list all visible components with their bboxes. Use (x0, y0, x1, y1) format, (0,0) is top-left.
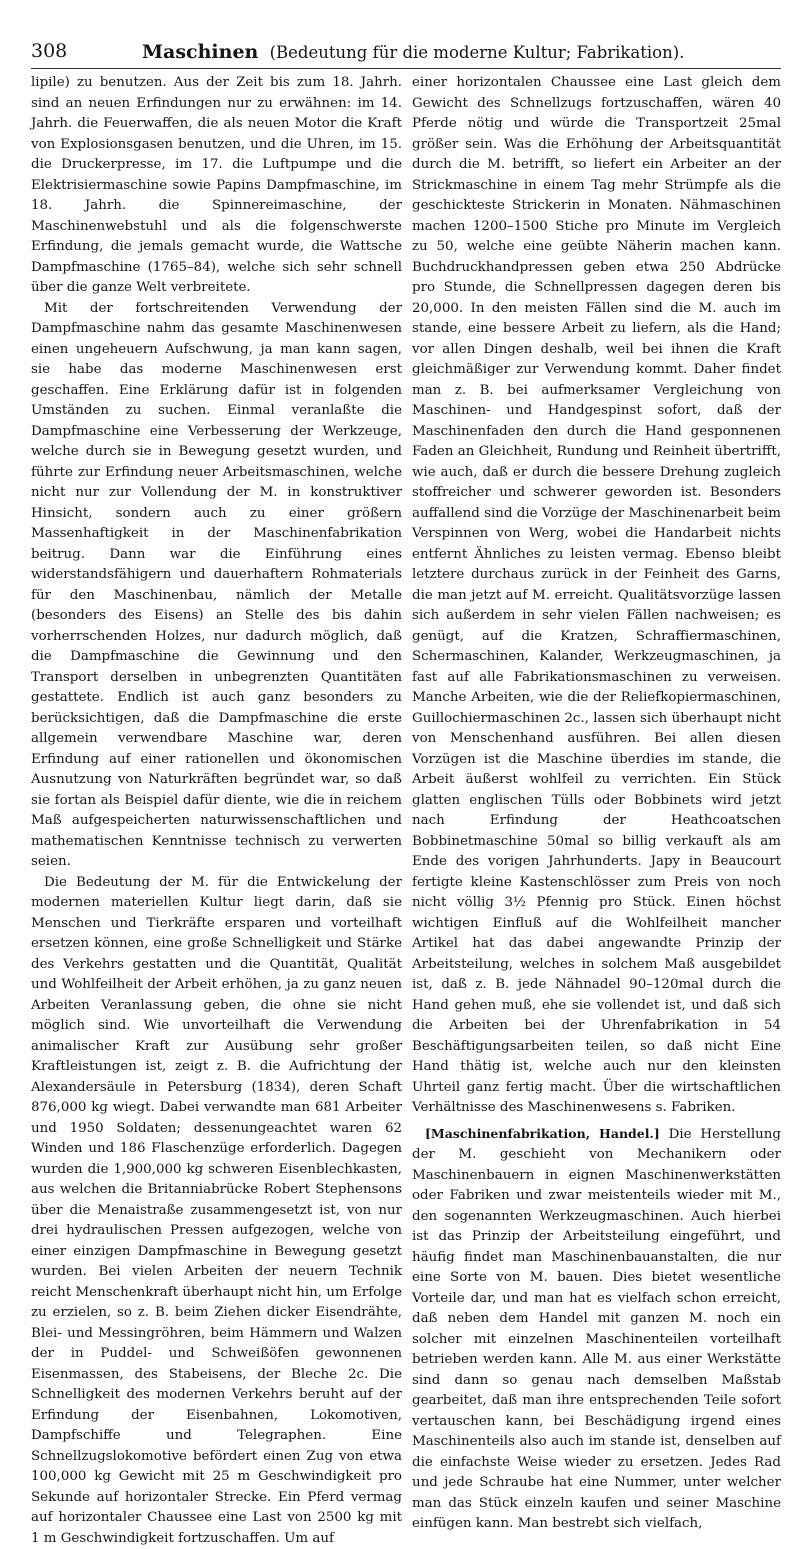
right-column (412, 73, 781, 1535)
running-head (142, 41, 684, 63)
left-column (31, 73, 402, 1549)
section-heading: [Maschinenfabrikation, Handel.] (425, 1126, 660, 1141)
paragraph: einer horizontalen Chaussee eine Last gleich dem Gewicht des Schnellzugs fortzuschaffen, wären 40 Pferde nötig und würde die Transportzeit 25mal größer sein. Was die Erhöhung der Arbeitsquantität durch die M. betrifft, so liefert ein Arbeiter an der Strickmaschine in einem Tag mehr Strümpfe als die geschickteste Strickerin in Monaten. Nähmaschinen machen 1200–1500 Stiche pro Minute im Vergleich zu 50, welche eine geübte Näherin machen kann. Buchdruckhandpressen geben etwa 250 Abdrücke pro Stunde, die Schnellpressen dagegen deren bis 20,000. In den meisten Fällen sind die M. auch im stande, eine bessere Arbeit zu liefern, als die Hand; vor allen Dingen deshalb, weil bei ihnen die Kraft gleichmäßiger zur Verwendung kommt. Daher findet man z. B. bei aufmerksamer Vergleichung von Maschinen- und Handgespinst sofort, daß der Maschinenfaden den durch die Hand gesponnenen Faden an Gleichheit, Rundung und Reinheit übertrifft, wie auch, daß er durch die bessere Drehung zugleich stoffreicher und schwerer geworden ist. Besonders auffallend sind die Vorzüge der Maschinenarbeit beim Verspinnen von Werg, wobei die Handarbeit nichts entfernt Ähnliches zu leisten vermag. Ebenso bleibt letztere durchaus zurück in der Feinheit des Garns, die man jetzt auf M. erreicht. Qualitätsvorzüge lassen sich außerdem in sehr vielen Fällen nachweisen; es genügt, auf die Kratzen, Schraffiermaschinen, Schermaschinen, Kalander, Werkzeugmaschinen, ja fast auf alle Fabrikationsmaschinen zu verweisen. Manche Arbeiten, wie die der Reliefkopiermaschinen, Guillochiermaschinen 2c., lassen sich überhaupt nicht von Menschenhand ausführen. Bei allen diesen Vorzügen ist die Maschine überdies im stande, die Arbeit äußerst wohlfeil zu verrichten. Ein Stück glatten englischen Tülls oder Bobbinets wird jetzt nach Erfindung der Heathcoatschen Bobbinetmaschine 50mal so billig verkauft als am Ende des vorigen Jahrhunderts. Japy in Beaucourt fertigte kleine Kastenschlösser zum Preis von noch nicht völlig 3½ Pfennig pro Stück. Einen höchst wichtigen Einfluß auf die Wohlfeilheit mancher Artikel hat das dabei angewandte Prinzip der Arbeitsteilung, welches in solchem Maß ausgebildet ist, daß z. B. jede Nähnadel 90–120mal durch die Hand gehen muß, ehe sie vollendet ist, und daß sich die Arbeiten bei der Uhrenfabrikation in 54 Beschäftigungsarbeiten teilen, so daß nicht Eine Hand thätig ist, welche auch nur den kleinsten Uhrteil ganz fertig macht. Über die wirtschaftlichen Verhältnisse des Maschinenwesens s. Fabriken. (412, 73, 781, 1119)
section-paragraph (412, 1124, 781, 1535)
running-head-word: Maschinen (142, 41, 258, 63)
paragraph: Die Bedeutung der M. für die Entwickelung der modernen materiellen Kultur liegt darin, daß sie Menschen und Tierkräfte ersparen und vorteilhaft ersetzen können, eine große Schnelligkeit und Stärke des Verkehrs gestatten und die Quantität, Qualität und Wohlfeilheit der Arbeit erhöhen, ja zu ganz neuen Arbeiten Veranlassung geben, die ohne sie nicht möglich sind. Wie unvorteilhaft die Verwendung animalischer Kraft zur Ausübung sehr großer Kraftleistungen ist, zeigt z. B. die Aufrichtung der Alexandersäule in Petersburg (1834), deren Schaft 876,000 kg wiegt. Dabei verwandte man 681 Arbeiter und 1950 Soldaten; dessenungeachtet waren 62 Winden und 186 Flaschenzüge erforderlich. Dagegen wurden die 1,900,000 kg schweren Eisenblechkasten, aus welchen die Britanniabrücke Robert Stephensons über die Menaistraße zusammengesetzt ist, von nur drei hydraulischen Pressen aufgezogen, welche von einer einzigen Dampfmaschine in Bewegung gesetzt wurden. Bei vielen Arbeiten der neuern Technik reicht Menschenkraft überhaupt nicht hin, um Erfolge zu erzielen, so z. B. beim Ziehen dicker Eisendrähte, Blei- und Messingröhren, beim Hämmern und Walzen der in Puddel- und Schweißöfen gewonnenen Eisenmassen, des Stabeisens, der Bleche 2c. Die Schnelligkeit des modernen Verkehrs beruht auf der Erfindung der Eisenbahnen, Lokomotiven, Dampfschiffe und Telegraphen. Eine Schnellzugslokomotive befördert einen Zug von etwa 100,000 kg Gewicht mit 25 m Geschwindigkeit pro Sekunde auf horizontaler Strecke. Ein Pferd vermag auf horizontaler Chaussee eine Last von 2500 kg mit 1 m Geschwindigkeit fortzuschaffen. Um auf (31, 873, 402, 1549)
page-number: 308 (31, 40, 67, 62)
running-head-subtitle: (Bedeutung für die moderne Kultur; Fabrikation). (270, 43, 685, 62)
page-header (31, 38, 781, 69)
section-text: Die Herstellung der M. geschieht von Mechanikern oder Maschinenbauern in eignen Maschinenwerkstätten oder Fabriken und zwar meistenteils wieder mit M., den sogenannten Werkzeugmaschinen. Auch hierbei ist das Prinzip der Arbeitsteilung eingeführt, und häufig findet man Maschinenbauanstalten, die nur eine Sorte von M. bauen. Dies bietet wesentliche Vorteile dar, und man hat es vielfach schon erreicht, daß neben dem Handel mit ganzen M. noch ein solcher mit einzelnen Maschinenteilen vorteilhaft betrieben werden kann. Alle M. aus einer Werkstätte sind dann so genau nach demselben Maßstab gearbeitet, daß man ihre entsprechenden Teile sofort vertauschen kann, bei Beschädigung irgend eines Maschinenteils also auch im stande ist, denselben auf die einfachste Weise wieder zu ersetzen. Jedes Rad und jede Schraube hat eine Nummer, unter welcher man das Stück einzeln kaufen und seiner Maschine einfügen kann. Man bestrebt sich vielfach, (412, 1127, 781, 1532)
paragraph: lipile) zu benutzen. Aus der Zeit bis zum 18. Jahrh. sind an neuen Erfindungen nur zu erwähnen: im 14. Jahrh. die Feuerwaffen, die als neuen Motor die Kraft von Explosionsgasen benutzen, und die Uhren, im 15. die Druckerpresse, im 17. die Luftpumpe und die Elektrisiermaschine sowie Papins Dampfmaschine, im 18. Jahrh. die Spinnereimaschine, der Maschinenwebstuhl und als die folgenschwerste Erfindung, die jemals gemacht wurde, die Wattsche Dampfmaschine (1765–84), welche sich sehr schnell über die ganze Welt verbreitete. (31, 73, 402, 299)
paragraph: Mit der fortschreitenden Verwendung der Dampfmaschine nahm das gesamte Maschinenwesen einen ungeheuern Aufschwung, ja man kann sagen, sie habe das moderne Maschinenwesen erst geschaffen. Eine Erklärung dafür ist in folgenden Umständen zu suchen. Einmal veranlaßte die Dampfmaschine eine Verbesserung der Werkzeuge, welche durch sie in Bewegung gesetzt wurden, und führte zur Erfindung neuer Arbeitsmaschinen, welche nicht nur zur Vollendung der M. in konstruktiver Hinsicht, sondern auch zu einer größern Massenhaftigkeit in der Maschinenfabrikation beitrug. Dann war die Einführung eines widerstandsfähigern und dauerhaftern Rohmaterials für den Maschinenbau, nämlich der Metalle (besonders des Eisens) an Stelle des bis dahin vorherrschenden Holzes, nur dadurch möglich, daß die Dampfmaschine die Gewinnung und den Transport derselben in unbegrenzten Quantitäten gestattete. Endlich ist auch ganz besonders zu berücksichtigen, daß die Dampfmaschine die erste allgemein verwendbare Maschine war, deren Erfindung auf einer rationellen und ökonomischen Ausnutzung von Naturkräften begründet war, so daß sie fortan als Beispiel dafür diente, wie die in reichem Maß aufgespeicherten naturwissenschaftlichen und mathematischen Kenntnisse technisch zu verwerten seien. (31, 299, 402, 873)
